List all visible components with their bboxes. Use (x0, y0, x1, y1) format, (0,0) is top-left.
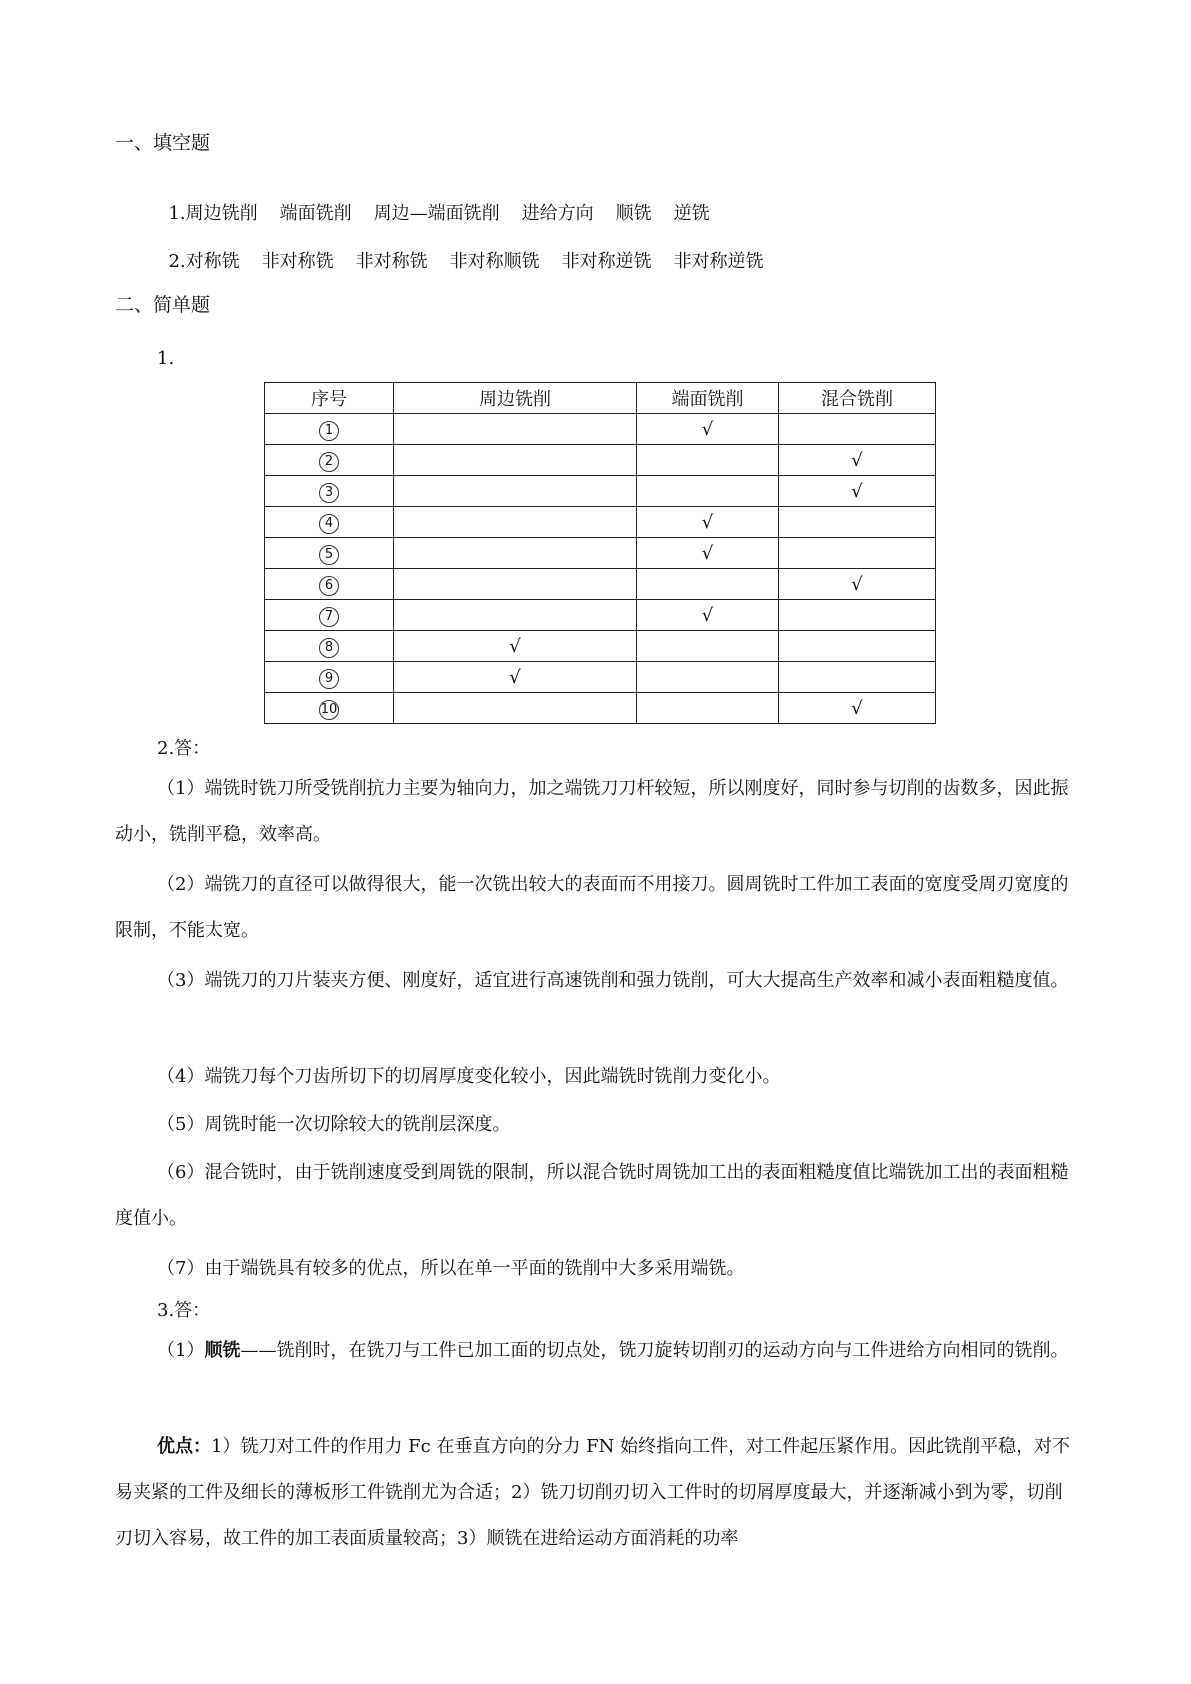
cell: √ (637, 414, 779, 445)
term: 非对称铣 (355, 251, 428, 272)
answer-paragraph: （2）端铣刀的直径可以做得很大，能一次铣出较大的表面而不用接刀。圆周铣时工件加工表面的宽度受周刃宽度的限制，不能太宽。 (115, 874, 1069, 941)
cell (637, 662, 779, 693)
row-number: 6 (319, 576, 339, 596)
cell: √ (637, 507, 779, 538)
q2-prefix: 2. (168, 251, 186, 272)
row-number: 4 (319, 514, 339, 534)
cell: √ (779, 445, 936, 476)
header-face: 端面铣削 (637, 383, 779, 414)
row-number: 7 (319, 607, 339, 627)
row-number: 9 (319, 669, 339, 689)
term: 逆铣 (673, 203, 710, 224)
cell (394, 569, 637, 600)
cell (394, 600, 637, 631)
cell (779, 631, 936, 662)
table-row (265, 600, 936, 631)
row-number: 3 (319, 483, 339, 503)
cell: √ (394, 631, 637, 662)
row-number: 10 (319, 700, 339, 720)
cell (779, 538, 936, 569)
item-prefix: （1） (157, 1340, 205, 1361)
cell (394, 414, 637, 445)
table-row (265, 476, 936, 507)
term: 进给方向 (521, 203, 594, 224)
term: 对称铣 (185, 251, 240, 272)
advantages-text: 1）铣刀对工件的作用力 Fc 在垂直方向的分力 FN 始终指向工件，对工件起压紧作用。因此铣削平稳，对不易夹紧的工件及细长的薄板形工件铣削尤为合适；2）铣刀切削刃切入工件时的切屑厚度最大，并逐渐减小到为零，切削刃切入容易，故工件的加工表面质量较高；3）顺铣在进给运动方面消耗的功率 (115, 1436, 1071, 1549)
cell: √ (637, 538, 779, 569)
cell: √ (779, 476, 936, 507)
row-number: 5 (319, 545, 339, 565)
term-bold: 顺铣 (204, 1340, 241, 1361)
header-peripheral: 周边铣削 (394, 383, 637, 414)
cell (779, 662, 936, 693)
term: 周边—端面铣削 (373, 203, 500, 224)
answer-paragraph: （3）端铣刀的刀片装夹方便、刚度好，适宜进行高速铣削和强力铣削，可大大提高生产效率和减小表面粗糙度值。 (157, 970, 1069, 991)
term: 非对称逆铣 (673, 251, 764, 272)
table-row (265, 569, 936, 600)
answer-paragraph: （5）周铣时能一次切除较大的铣削层深度。 (157, 1114, 511, 1135)
term: 周边铣削 (185, 203, 258, 224)
cell (637, 693, 779, 724)
q3-label: 3.答： (157, 1300, 211, 1321)
definition-text: ——铣削时，在铣刀与工件已加工面的切点处，铣刀旋转切削刃的运动方向与工件进给方向相同的铣削。 (240, 1340, 1069, 1361)
header-mixed: 混合铣削 (779, 383, 936, 414)
q1-prefix: 1. (168, 203, 186, 224)
cell: √ (637, 600, 779, 631)
answer-paragraph: （1）端铣时铣刀所受铣削抗力主要为轴向力，加之端铣刀刀杆较短，所以刚度好，同时参与切削的齿数多，因此振动小，铣削平稳，效率高。 (115, 778, 1069, 845)
cell (779, 600, 936, 631)
q2-label: 2.答： (157, 738, 211, 759)
cell (637, 631, 779, 662)
table-row (265, 662, 936, 693)
q1-label: 1. (157, 348, 175, 369)
table-row (265, 445, 936, 476)
cell (394, 476, 637, 507)
row-number: 8 (319, 638, 339, 658)
cell (637, 445, 779, 476)
term: 非对称顺铣 (449, 251, 540, 272)
term: 顺铣 (615, 203, 652, 224)
cell (637, 476, 779, 507)
table-row (265, 538, 936, 569)
header-no: 序号 (265, 383, 394, 414)
advantages-label: 优点： (157, 1436, 211, 1457)
cell (394, 445, 637, 476)
climb-milling-definition (115, 1328, 1075, 1374)
table-row (265, 693, 936, 724)
fill-answer-1 (157, 178, 732, 225)
cell: √ (394, 662, 637, 693)
cell (394, 507, 637, 538)
cell (779, 414, 936, 445)
cell (637, 569, 779, 600)
answer-paragraph: （6）混合铣时，由于铣削速度受到周铣的限制，所以混合铣时周铣加工出的表面粗糙度值比端铣加工出的表面粗糙度值小。 (115, 1162, 1069, 1229)
row-number: 2 (319, 452, 339, 472)
answer-paragraph: （7）由于端铣具有较多的优点，所以在单一平面的铣削中大多采用端铣。 (157, 1258, 745, 1279)
term: 端面铣削 (279, 203, 352, 224)
cell (394, 538, 637, 569)
term: 非对称铣 (261, 251, 334, 272)
cell (779, 507, 936, 538)
milling-table (264, 382, 936, 724)
cell: √ (779, 693, 936, 724)
table-row (265, 414, 936, 445)
cell (394, 693, 637, 724)
answer-paragraph: （4）端铣刀每个刀齿所切下的切屑厚度变化较小，因此端铣时铣削力变化小。 (157, 1066, 781, 1087)
advantages-paragraph (115, 1424, 1075, 1562)
fill-answer-2 (157, 226, 786, 273)
table-row (265, 631, 936, 662)
section2-title: 二、简单题 (115, 294, 211, 316)
table-header-row (265, 383, 936, 414)
section1-title: 一、填空题 (115, 132, 211, 154)
table-row (265, 507, 936, 538)
row-number: 1 (319, 421, 339, 441)
cell: √ (779, 569, 936, 600)
term: 非对称逆铣 (561, 251, 652, 272)
